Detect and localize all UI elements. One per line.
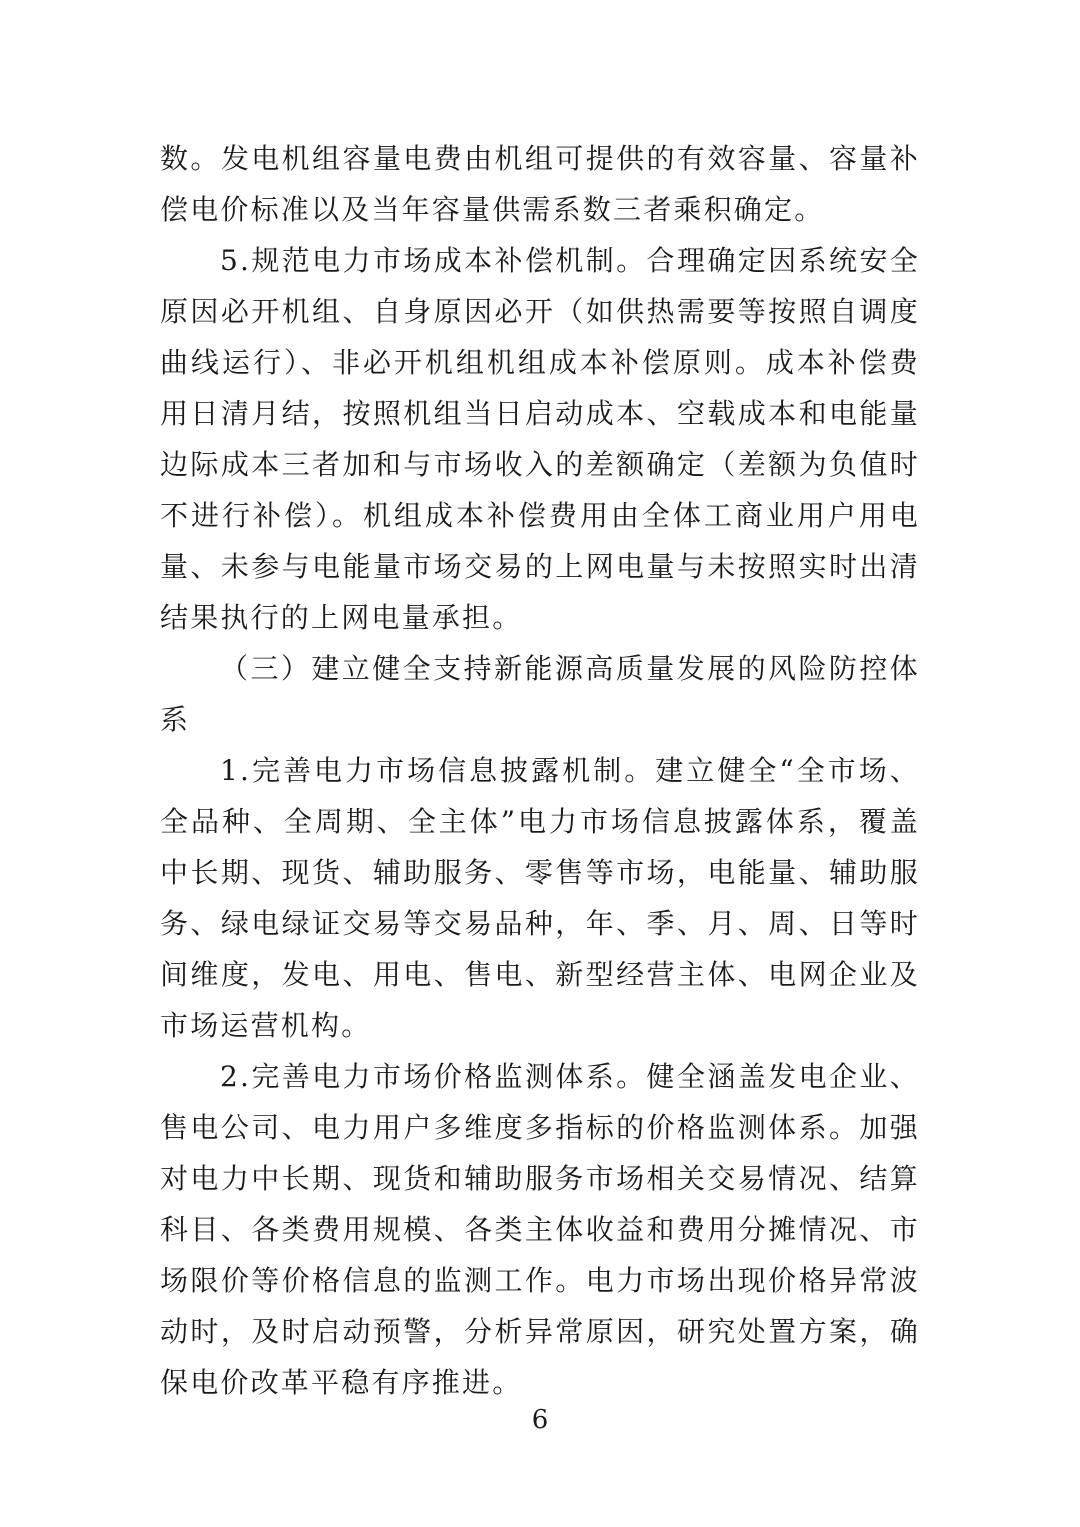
paragraph-cost-compensation: 5.规范电力市场成本补偿机制。合理确定因系统安全原因必开机组、自身原因必开（如供热需要等按照自调度曲线运行）、非必开机组机组成本补偿原则。成本补偿费用日清月结，按照机组当日启动成本、空载成本和电能量边际成本三者加和与市场收入的差额确定（差额为负值时不进行补偿）。机组成本补偿费用由全体工商业用户用电量、未参与电能量市场交易的上网电量与未按照实时出清结果执行的上网电量承担。 xyxy=(160,244,920,634)
section-heading-risk-control: （三）建立健全支持新能源高质量发展的风险防控体系 xyxy=(160,652,920,736)
body-text xyxy=(160,133,920,1408)
paragraph-price-monitoring: 2.完善电力市场价格监测体系。健全涵盖发电企业、售电公司、电力用户多维度多指标的价格监测体系。加强对电力中长期、现货和辅助服务市场相关交易情况、结算科目、各类费用规模、各类主体收益和费用分摊情况、市场限价等价格信息的监测工作。电力市场出现价格异常波动时，及时启动预警，分析异常原因，研究处置方案，确保电价改革平稳有序推进。 xyxy=(160,1060,920,1399)
paragraph-info-disclosure: 1.完善电力市场信息披露机制。建立健全“全市场、全品种、全周期、全主体”电力市场信息披露体系，覆盖中长期、现货、辅助服务、零售等市场，电能量、辅助服务、绿电绿证交易等交易品种，年、季、月、周、日等时间维度，发电、用电、售电、新型经营主体、电网企业及市场运营机构。 xyxy=(160,754,920,1042)
page-number: 6 xyxy=(531,1405,549,1435)
paragraph-capacity-fee: 数。发电机组容量电费由机组可提供的有效容量、容量补偿电价标准以及当年容量供需系数三者乘积确定。 xyxy=(160,142,920,226)
